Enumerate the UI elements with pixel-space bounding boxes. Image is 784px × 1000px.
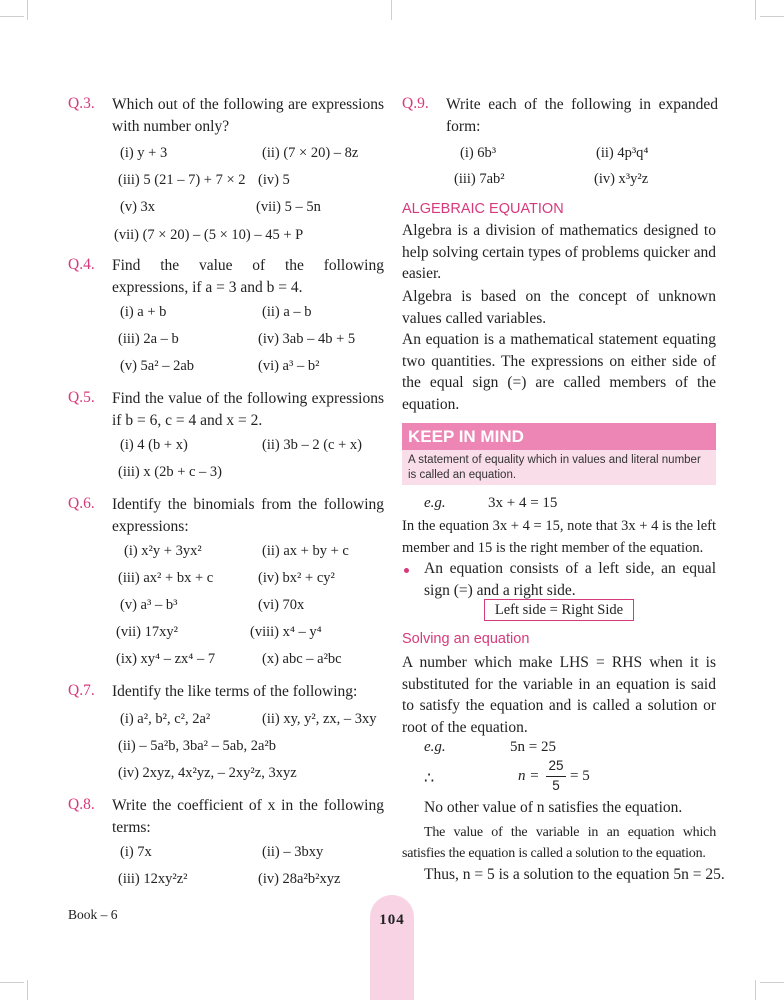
option: (ii) ax + by + c <box>262 543 349 559</box>
paragraph: No other value of n satisfies the equation. <box>424 799 683 816</box>
option: (x) abc – a²bc <box>262 651 342 667</box>
option: (iii) ax² + bx + c <box>118 570 214 586</box>
question-text-q6: Identify the binomials from the following expressions: <box>112 496 384 535</box>
question-number-q8: Q.8. <box>68 796 95 813</box>
option: (ii) (7 × 20) – 8z <box>262 145 359 161</box>
option: (ii) – 3bxy <box>262 844 324 860</box>
question-text-q4: Find the value of the following expressions, if a = 3 and b = 4. <box>112 257 384 296</box>
option: (v) 5a² – 2ab <box>120 358 195 374</box>
option: (iii) 2a – b <box>118 331 179 347</box>
crop-mark-top-left <box>0 16 24 17</box>
page-number-tab <box>370 895 414 1000</box>
crop-mark-bottom-right-v <box>755 980 756 1000</box>
option: (i) 7x <box>120 844 152 860</box>
option: (ii) 4p³q⁴ <box>596 145 649 161</box>
fraction-numerator: 25 <box>548 758 564 773</box>
option: (ii) a – b <box>262 304 312 320</box>
option: (ii) – 5a²b, 3ba² – 5ab, 2a²b <box>118 738 276 754</box>
option: (iv) bx² + cy² <box>258 570 335 586</box>
fraction-denominator: 5 <box>552 778 560 793</box>
paragraph: The value of the variable in an equation which satisfies the equation is called a solution to the equation. <box>402 825 716 861</box>
option: (v) a³ – b³ <box>120 597 178 613</box>
question-number-q3: Q.3. <box>68 95 95 112</box>
option: (iii) 12xy²z² <box>118 871 188 887</box>
option: (ii) 3b – 2 (c + x) <box>262 437 362 453</box>
option: (ix) xy⁴ – zx⁴ – 7 <box>116 651 216 667</box>
keep-in-mind-title: KEEP IN MIND <box>402 423 716 450</box>
option: (iv) 2xyz, 4x²yz, – 2xy²z, 3xyz <box>118 765 297 781</box>
example-equation-2: 5n = 25 <box>510 739 556 755</box>
option: (vii) (7 × 20) – (5 × 10) – 45 + P <box>114 227 304 243</box>
crop-mark-top-center <box>391 0 392 20</box>
paragraph: In the equation 3x + 4 = 15, note that 3x + 4 is the left member and 15 is the right member of the equation. <box>402 518 716 556</box>
keep-in-mind-box <box>402 423 716 485</box>
example-label: e.g. <box>424 495 446 511</box>
question-number-q5: Q.5. <box>68 389 95 406</box>
question-number-q7: Q.7. <box>68 682 95 699</box>
example-label-2: e.g. <box>424 739 446 755</box>
bullet-icon <box>404 568 409 573</box>
option: (vii) 5 – 5n <box>256 199 321 215</box>
fraction-bar <box>546 776 566 777</box>
question-text-q9: Write each of the following in expanded form: <box>446 96 718 135</box>
crop-mark-top-left-v <box>27 0 28 20</box>
question-number-q4: Q.4. <box>68 256 95 273</box>
question-text-q5: Find the value of the following expressions if b = 6, c = 4 and x = 2. <box>112 390 384 429</box>
option: (i) 6b³ <box>460 145 497 161</box>
option: (i) x²y + 3yx² <box>124 543 202 559</box>
paragraph: Thus, n = 5 is a solution to the equation 5n = 25. <box>424 866 725 883</box>
option: (ii) xy, y², zx, – 3xy <box>262 711 377 727</box>
n-equals: n = <box>518 768 540 784</box>
crop-mark-bottom-left-v <box>27 980 28 1000</box>
option: (i) y + 3 <box>120 145 168 161</box>
option: (v) 3x <box>120 199 156 215</box>
question-number-q9: Q.9. <box>402 95 429 112</box>
option: (vii) 17xy² <box>116 624 178 640</box>
question-number-q6: Q.6. <box>68 495 95 512</box>
question-text-q7: Identify the like terms of the following: <box>112 683 358 700</box>
keep-in-mind-text: A statement of equality which in values and literal number is called an equation. <box>408 454 701 481</box>
paragraph: Algebra is based on the concept of unknown values called variables. <box>402 288 716 327</box>
option: (i) a + b <box>120 304 167 320</box>
option: (iii) x (2b + c – 3) <box>118 464 223 480</box>
crop-mark-bottom-left <box>0 982 24 983</box>
fraction-result: = 5 <box>570 768 590 784</box>
page-number: 104 <box>379 912 405 928</box>
option: (i) a², b², c², 2a² <box>120 711 211 727</box>
question-text-q3: Which out of the following are expressions with number only? <box>112 96 384 135</box>
option: (iii) 5 (21 – 7) + 7 × 2 <box>118 172 246 188</box>
therefore-symbol: ∴ <box>424 770 435 787</box>
crop-mark-bottom-right <box>760 982 784 983</box>
question-text-q8: Write the coefficient of x in the following terms: <box>112 797 384 836</box>
crop-mark-top-right-v <box>755 0 756 20</box>
crop-mark-top-right <box>760 16 784 17</box>
subsection-title: Solving an equation <box>402 631 530 647</box>
example-equation: 3x + 4 = 15 <box>488 495 558 511</box>
option: (viii) x⁴ – y⁴ <box>250 624 322 640</box>
option: (i) 4 (b + x) <box>120 437 188 453</box>
option: (iv) 28a²b²xyz <box>258 871 341 887</box>
paragraph: A number which make LHS = RHS when it is substituted for the variable in an equation is said to satisfy the equation and is called a solution or root of the equation. <box>402 654 716 736</box>
option: (iv) 5 <box>258 172 290 188</box>
option: (iii) 7ab² <box>454 171 505 187</box>
paragraph: An equation is a mathematical statement equating two quantities. The expressions on either side of the equal sign (=) are called members of the equation. <box>402 331 716 413</box>
footer-book-label: Book – 6 <box>68 907 118 922</box>
boxed-statement: Left side = Right Side <box>484 599 634 621</box>
bullet-text: An equation consists of a left side, an equal sign (=) and a right side. <box>424 560 716 599</box>
option: (vi) 70x <box>258 597 305 613</box>
paragraph: Algebra is a division of mathematics designed to help solving certain types of problems quicker and easier. <box>402 222 716 282</box>
section-title: ALGEBRAIC EQUATION <box>402 201 564 217</box>
option: (iv) 3ab – 4b + 5 <box>258 331 356 347</box>
option: (vi) a³ – b² <box>258 358 320 374</box>
option: (iv) x³y²z <box>594 171 649 187</box>
